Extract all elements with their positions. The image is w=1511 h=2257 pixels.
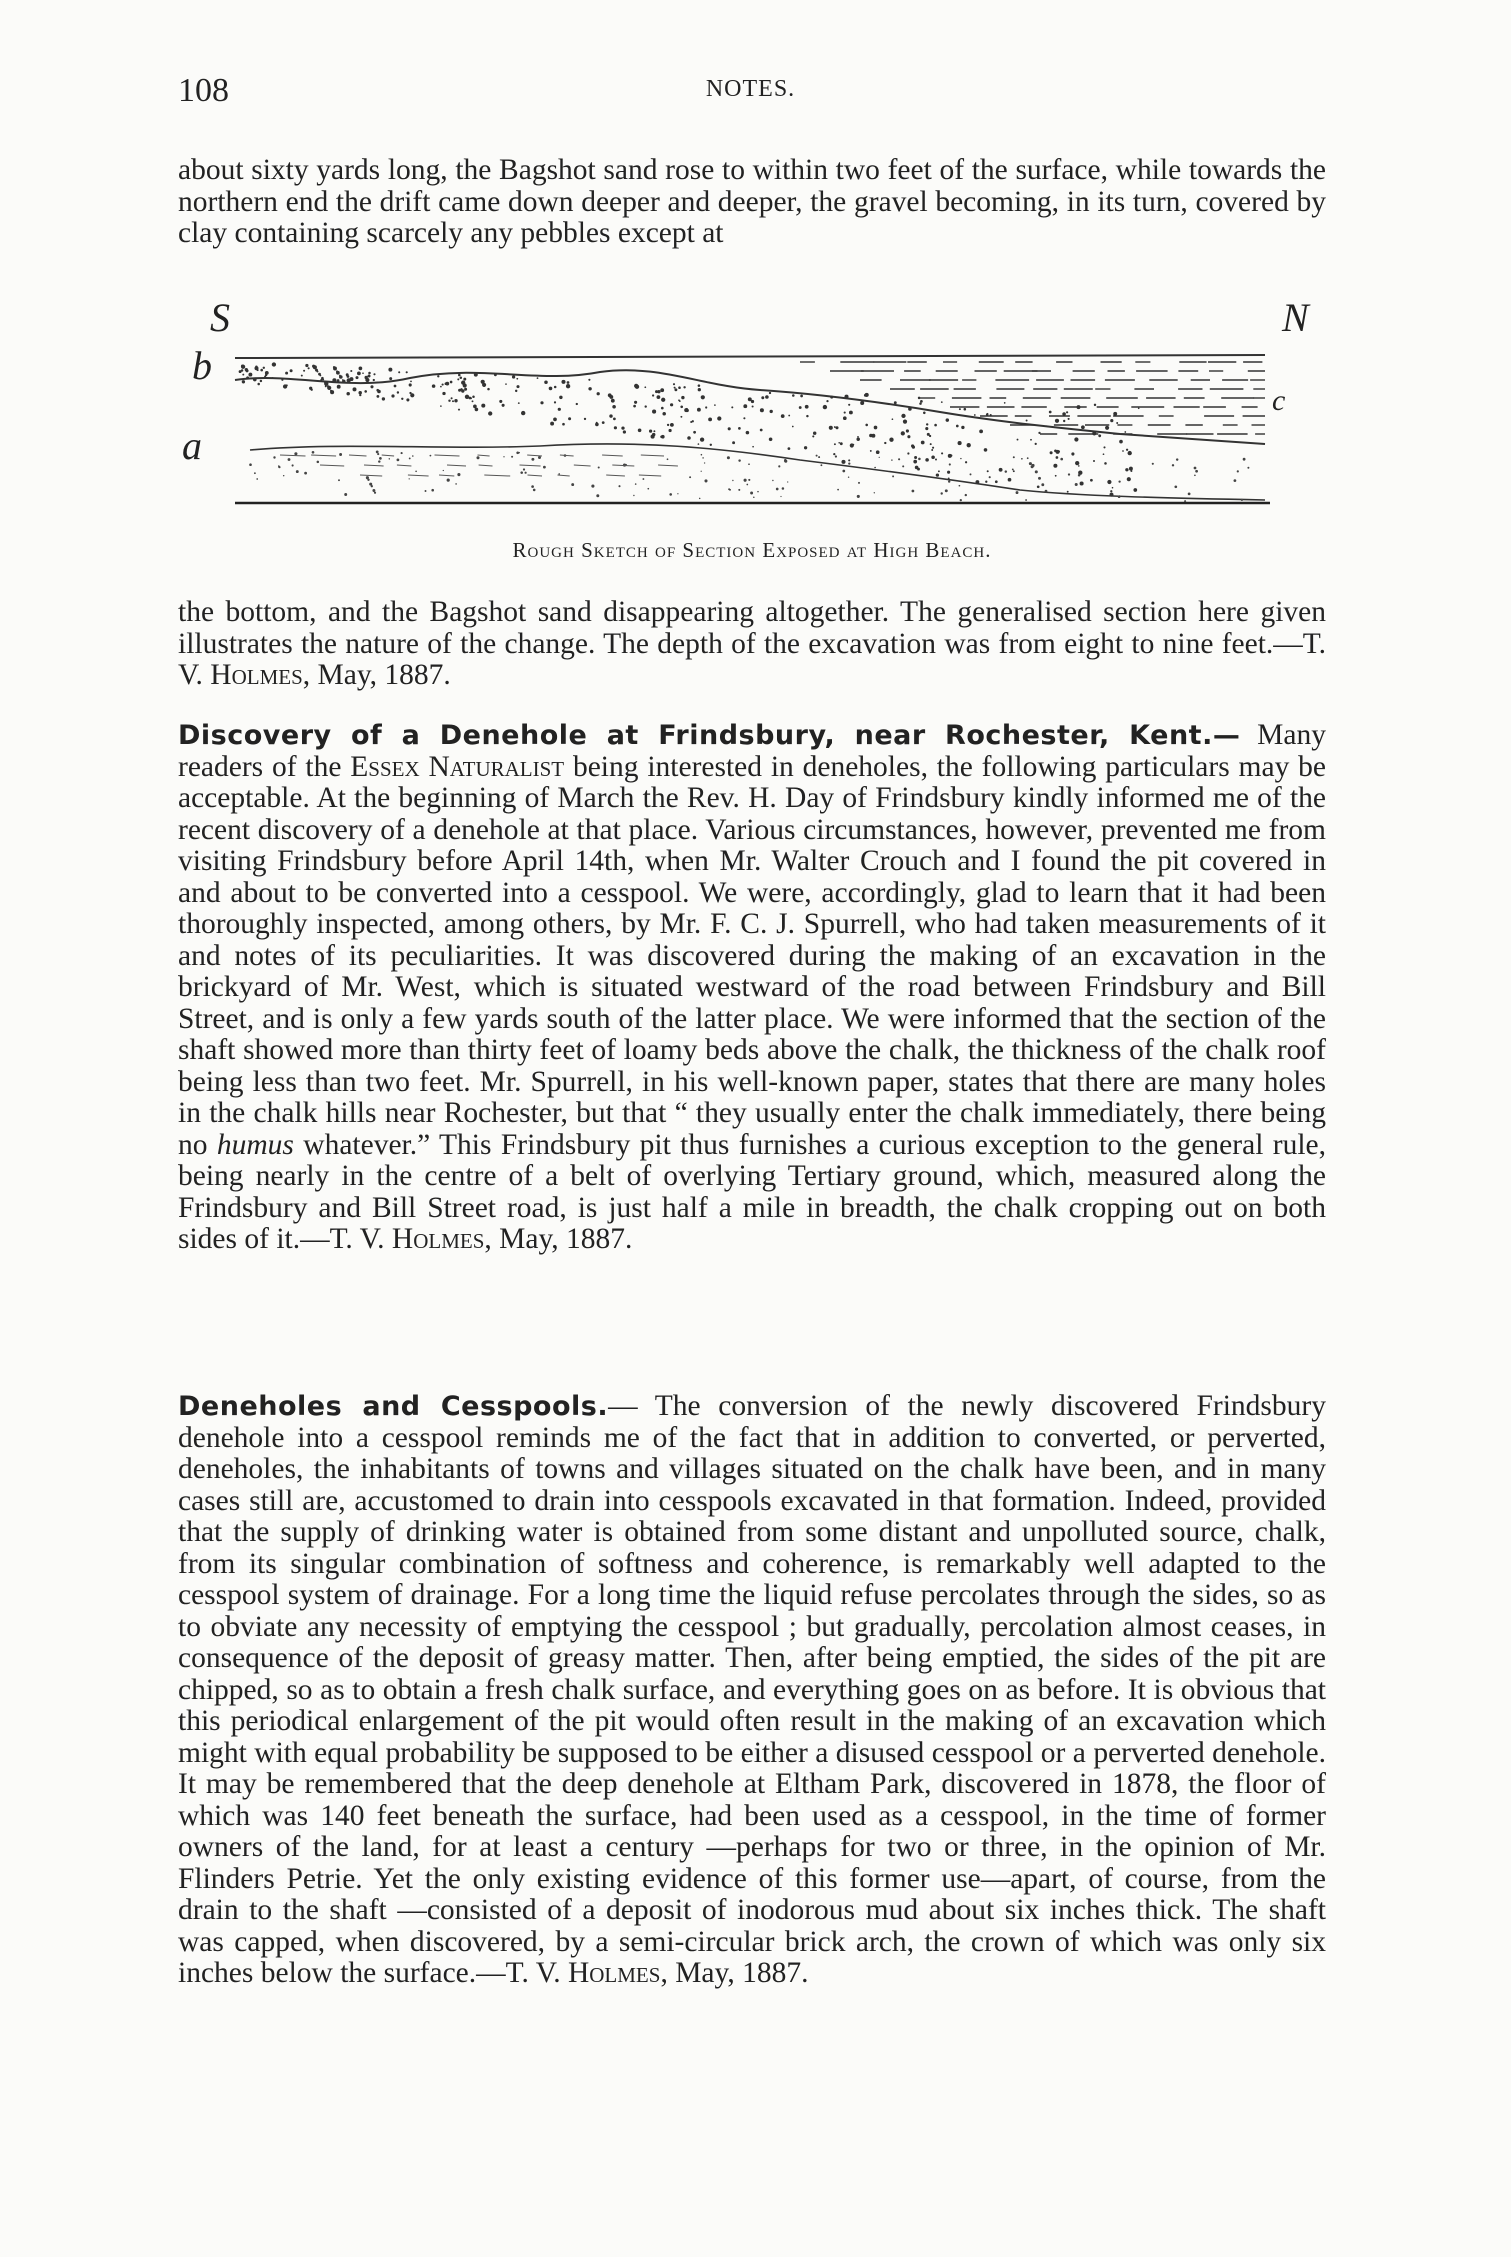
- figure-caption: Rough Sketch of Section Exposed at High Beach.: [512, 538, 992, 562]
- cesspools-text: — The conversion of the newly discovered Frindsbury denehole into a cesspool reminds me of the fact that in addition to converted, or perverted, deneholes, the inhabitants of towns and villages situated on the chalk have been, and in many cases still are, accustomed to drain into cesspools excavated in that formation. Indeed, provided that the supply of drinking water is obtained from some distant and unpolluted source, chalk, from its singular combination of softness and coherence, is remarkably well adapted to the cesspool system of drainage. For a long time the liquid refuse percolates through the sides, so as to obviate any necessity of emptying the cesspool ; but gradually, percolation almost ceases, in consequence of the deposit of greasy matter. Then, after being emptied, the sides of the pit are chipped, so as to obtain a fresh chalk surface, and everything goes on as before. It is obvious that this periodical enlargement of the pit would often result in the making of an excavation which might with equal probability be supposed to be either a disused cesspool or a perverted denehole. It may be remembered that the deep denehole at Eltham Park, discovered in 1878, the floor of which was 140 feet beneath the surface, had been used as a cesspool, in the time of former owners of the land, for at least a century —perhaps for two or three, in the opinion of Mr. Flinders Petrie. Yet the only existing evidence of this former use—apart, of course, from the drain to the shaft —consisted of a deposit of inodorous mud about six inches thick. The shaft was capped, when discovered, by a semi-circular brick arch, the crown of which was only six inches below the surface.—T. V.: [178, 1390, 1326, 1989]
- label-a: a: [182, 423, 202, 468]
- author-name: Holmes: [391, 1223, 485, 1255]
- label-b: b: [192, 343, 212, 388]
- author-name: Holmes: [567, 1957, 661, 1989]
- signature-date: , May, 1887.: [302, 659, 451, 691]
- sketch-surface-line: [235, 355, 1265, 358]
- page-number: 108: [178, 72, 229, 109]
- sketch-clay-dashes: [280, 362, 1265, 476]
- signature-date: , May, 1887.: [660, 1957, 809, 1989]
- denehole-text-b: being interested in deneholes, the following particulars may be acceptable. At the beginning of March the Rev. H. Day of Frindsbury kindly informed me of the recent discovery of a denehole at that place. Various circumstances, however, prevented me from visiting Frindsbury before April 14th, when Mr. Walter Crouch and I found the pit covered in and about to be converted into a cesspool. We were, accordingly, glad to learn that it had been thoroughly inspected, among others, by Mr. F. C. J. Spurrell, who had taken measurements of it and notes of its peculiarities. It was discovered during the making of an excavation in the brickyard of Mr. West, which is situated westward of the road between Frindsbury and Bill Street, and is only a few yards south of the latter place. We were informed that the section of the shaft showed more than thirty feet of loamy beds above the chalk, the thickness of the chalk roof being less than two feet. Mr. Spurrell, in his well-known paper, states that there are many holes in the chalk hills near Rochester, but that “ they usually enter the chalk immediately, there being no: [178, 750, 1326, 1161]
- intro-paragraph: [178, 155, 1326, 250]
- page-header: [178, 72, 1323, 122]
- cesspools-paragraph: [178, 1391, 1326, 1990]
- continuation-paragraph: [178, 597, 1326, 692]
- humus-italic: humus: [216, 1128, 294, 1161]
- intro-text: about sixty yards long, the Bagshot sand rose to within two feet of the surface, while towards the northern end the drift came down deeper and deeper, the gravel becoming, in its turn, covered by clay containing scarcely any pebbles except at: [178, 154, 1326, 249]
- label-c: c: [1272, 384, 1286, 417]
- section-sketch-figure: [180, 295, 1309, 515]
- continuation-body: the bottom, and the Bagshot sand disappearing altogether. The generalised section here given illustrates the nature of the change. The depth of the excavation was from eight to nine feet.—T. V.: [178, 596, 1326, 691]
- denehole-section: [178, 720, 1326, 1256]
- running-title: NOTES.: [705, 76, 796, 102]
- denehole-text-c: whatever.” This Frindsbury pit thus furnishes a curious exception to the general rule, being nearly in the centre of a belt of overlying Tertiary ground, which, measured along the Frindsbury and Bill Street road, is just half a mile in breadth, the chalk cropping out on both sides of it.—T. V.: [178, 1128, 1326, 1255]
- signature-date: , May, 1887.: [484, 1223, 633, 1255]
- cesspools-section: [178, 1391, 1326, 1990]
- label-north: N: [1282, 295, 1309, 340]
- journal-name: Essex Naturalist: [350, 750, 565, 783]
- label-south: S: [210, 295, 230, 340]
- denehole-text-a: Many readers of the: [178, 719, 1326, 783]
- continuation-text: [178, 597, 1326, 692]
- author-name: Holmes: [210, 659, 303, 691]
- denehole-heading: Discovery of a Denehole at Frindsbury, near Rochester, Kent.—: [178, 720, 1241, 751]
- cesspools-heading: Deneholes and Cesspools.: [178, 1391, 609, 1422]
- denehole-paragraph: [178, 720, 1326, 1256]
- section-sketch-drawing: [180, 300, 1300, 515]
